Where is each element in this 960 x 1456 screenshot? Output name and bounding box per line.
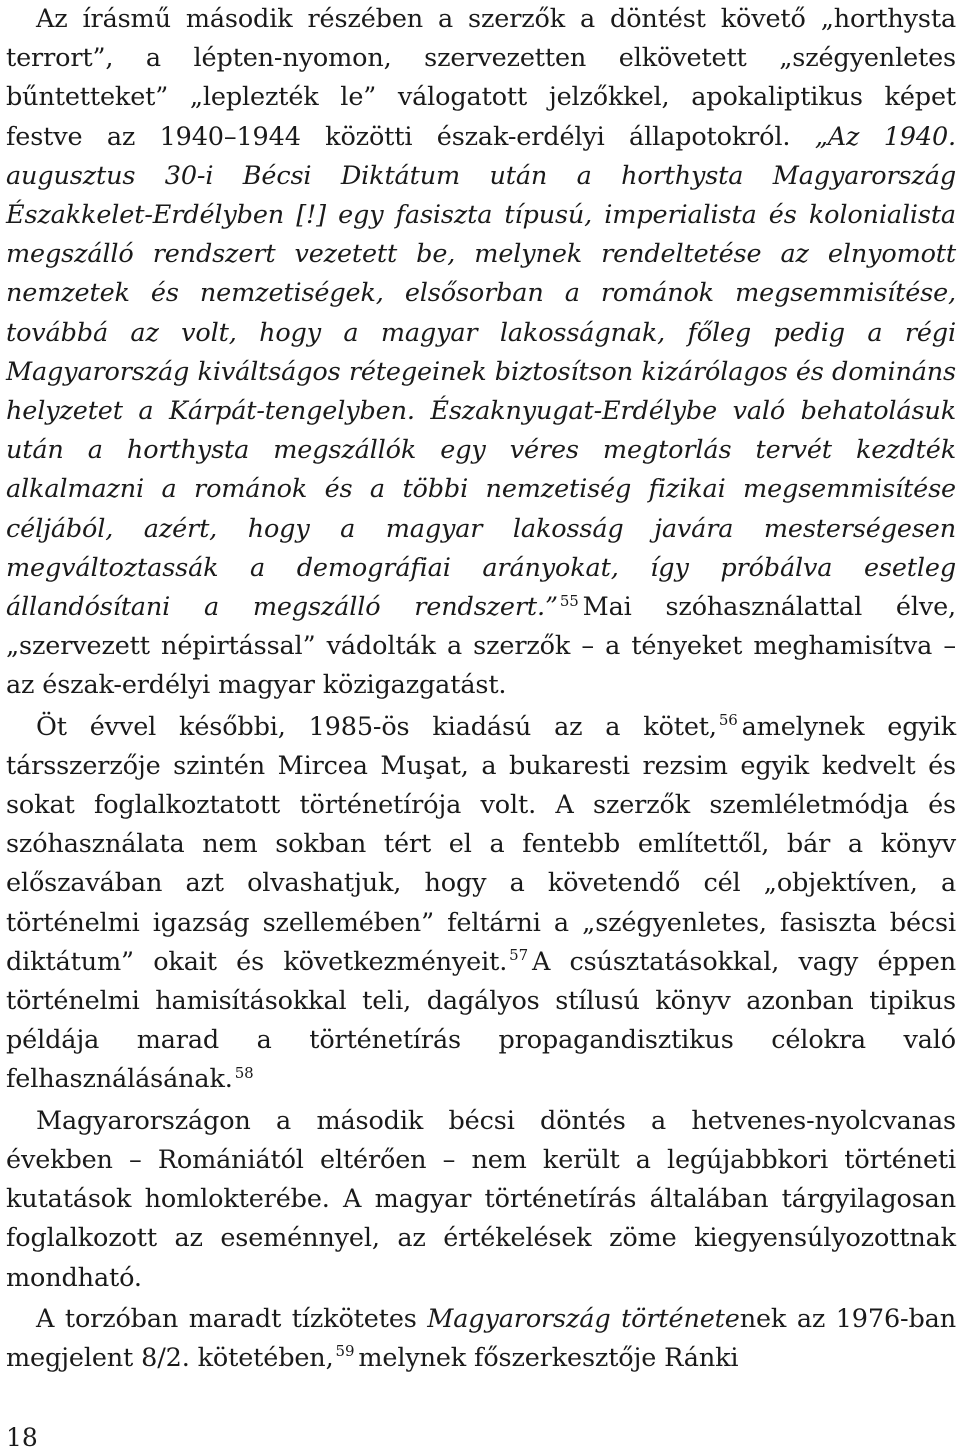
body-text-run: Mai szóhasználattal élve, „szervezett népirtással” vádolták a szerzők – a tényeket meghamisítva – az észak-erdélyi magyar közigazgatást. bbox=[6, 592, 956, 701]
page-number: 18 bbox=[6, 1423, 38, 1452]
quoted-italic-passage: „Az 1940. augusztus 30-i Bécsi Diktátum után a horthysta Magyarország Északkelet-Erdélyben [!] egy fasiszta típusú, imperialista és kolonialista megszálló rendszert vezetett be, melynek rendeltetése az elnyomott nemzetek és nemzetiségek, elsősorban a románok megsemmisítése, továbbá az volt, hogy a magyar lakosságnak, főleg pedig a régi Magyarország kiváltságos rétegeinek biztosítson kizárólagos és domináns helyzetet a Kárpát-tengelyben. Északnyugat-Erdélybe való behatolásuk után a horthysta megszállók egy véres megtorlás tervét kezdték alkalmazni a románok és a többi nemzetiség fizikai megsemmisítése céljából, azért, hogy a magyar lakosság javára mesterségesen megváltoztassák a demográfiai arányokat, így próbálva esetleg állandósítani a megszálló rendszert.” bbox=[6, 121, 956, 623]
footnote-reference[interactable]: 56 bbox=[718, 711, 738, 730]
body-text-run: melynek főszerkesztője Ránki bbox=[358, 1342, 739, 1373]
paragraph bbox=[6, 1102, 956, 1298]
body-text-run: nek az 1976-ban megjelent 8/2. kötetében, bbox=[6, 1303, 956, 1373]
body-text-run: A csúsztatásokkal, vagy éppen történelmi hamisításokkal teli, dagályos stílusú könyv azonban tipikus példája marad a történetírás propagandisztikus célokra való felhasználásának. bbox=[6, 946, 956, 1095]
footnote-reference[interactable]: 57 bbox=[509, 946, 528, 965]
book-title-italic: Magyarország története bbox=[427, 1303, 740, 1334]
paragraph bbox=[6, 0, 956, 706]
footnote-reference[interactable]: 55 bbox=[559, 591, 579, 610]
body-text-run: Magyarországon a második bécsi döntés a hetvenes-nyolcvanas években – Romániától eltérően – nem került a legújabbkori történeti kutatások homlokterébe. A magyar történetírás általában tárgyilagosan foglalkozott az eseménnyel, az értékelések zöme kiegyensúlyozottnak mondható. bbox=[6, 1105, 956, 1293]
body-text-run: Öt évvel későbbi, 1985-ös kiadású az a kötet, bbox=[36, 711, 717, 742]
paragraph bbox=[6, 1300, 956, 1378]
body-text-run: A torzóban maradt tízkötetes bbox=[36, 1303, 428, 1334]
body-text-run: amelynek egyik társszerzője szintén Mircea Muşat, a bukaresti rezsim egyik kedvelt és sokat foglalkoztatott történetírója volt. A szerzők szemléletmódja és szóhasználata nem sokban tért el a fentebb említettől, bár a könyv előszavában azt olvashatjuk, hogy a követendő cél „objektíven, a történelmi igazság szellemében” feltárni a „szégyenletes, fasiszta bécsi diktátum” okait és következményeit. bbox=[6, 711, 956, 977]
paragraph bbox=[6, 708, 956, 1100]
footnote-reference[interactable]: 58 bbox=[234, 1063, 254, 1082]
footnote-reference[interactable]: 59 bbox=[335, 1342, 355, 1361]
body-text-run: Az írásmű második részében a szerzők a döntést követő „horthysta terrort”, a lépten-nyomon, szervezetten elkövetett „szégyenletes bűntetteket” „leplezték le” válogatott jelzőkkel, apokaliptikus képet festve az 1940–1944 közötti észak-erdélyi állapotokról. bbox=[6, 4, 956, 152]
body-text bbox=[6, 0, 956, 1378]
